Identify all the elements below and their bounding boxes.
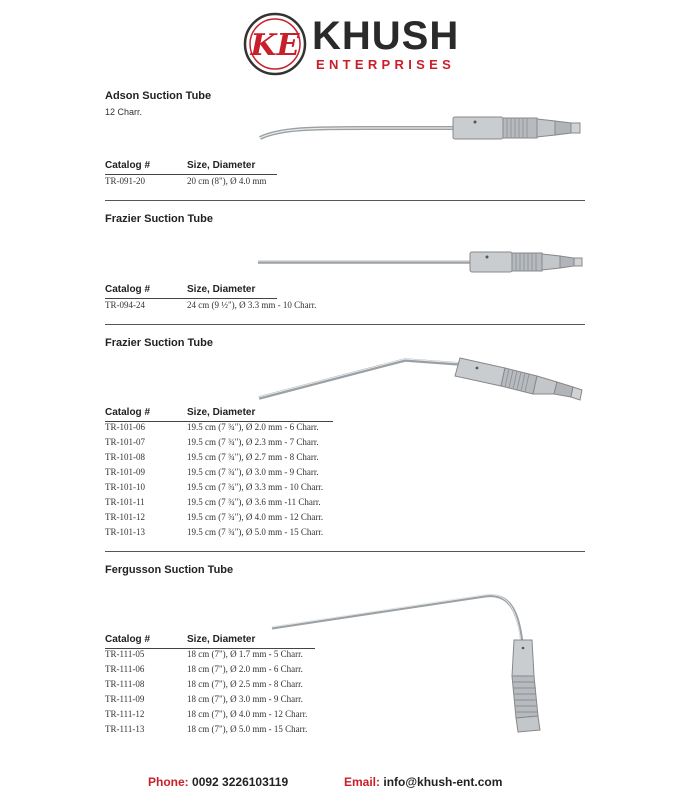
- frazier-angled-suction-tube-image: [255, 350, 595, 410]
- size-cell: 19.5 cm (7 ¾"), Ø 3.3 mm - 10 Charr.: [187, 482, 324, 492]
- catalog-header: Catalog #: [105, 407, 151, 418]
- email-address[interactable]: info@khush-ent.com: [383, 775, 503, 789]
- section-divider: [105, 551, 585, 552]
- size-header: Size, Diameter: [187, 284, 256, 295]
- catalog-header: Catalog #: [105, 634, 151, 645]
- size-cell: 18 cm (7"), Ø 2.5 mm - 8 Charr.: [187, 679, 303, 689]
- catalog-cell: TR-101-13: [105, 527, 145, 537]
- brand-name: KHUSH: [312, 14, 460, 58]
- size-header: Size, Diameter: [187, 634, 256, 645]
- catalog-cell: TR-111-13: [105, 724, 145, 734]
- size-cell: 19.5 cm (7 ¾"), Ø 4.0 mm - 12 Charr.: [187, 512, 324, 522]
- brand-subtitle: ENTERPRISES: [316, 57, 456, 72]
- catalog-cell: TR-111-12: [105, 709, 145, 719]
- logo-monogram-icon: [243, 12, 307, 76]
- table-row: [105, 174, 405, 189]
- size-cell: 19.5 cm (7 ¾"), Ø 3.0 mm - 9 Charr.: [187, 467, 319, 477]
- size-cell: 18 cm (7"), Ø 4.0 mm - 12 Charr.: [187, 709, 308, 719]
- table-row: [105, 465, 405, 480]
- fergusson-suction-tube-image: [270, 588, 590, 738]
- catalog-cell: TR-101-09: [105, 467, 145, 477]
- email-contact: [344, 775, 502, 789]
- catalog-cell: TR-101-11: [105, 497, 145, 507]
- catalog-cell: TR-094-24: [105, 300, 145, 310]
- size-cell: 18 cm (7"), Ø 2.0 mm - 6 Charr.: [187, 664, 303, 674]
- catalog-cell: TR-111-09: [105, 694, 145, 704]
- catalog-header: Catalog #: [105, 284, 151, 295]
- phone-number[interactable]: 0092 3226103119: [192, 775, 289, 789]
- section-title: Fergusson Suction Tube: [105, 564, 234, 576]
- size-cell: 19.5 cm (7 ¾"), Ø 5.0 mm - 15 Charr.: [187, 527, 324, 537]
- size-cell: 19.5 cm (7 ¾"), Ø 2.7 mm - 8 Charr.: [187, 452, 319, 462]
- size-cell: 18 cm (7"), Ø 3.0 mm - 9 Charr.: [187, 694, 303, 704]
- phone-contact: [148, 775, 288, 789]
- table-row: [105, 495, 405, 510]
- section-title: Adson Suction Tube: [105, 90, 212, 102]
- section-title: Frazier Suction Tube: [105, 213, 213, 225]
- section-divider: [105, 200, 585, 201]
- frazier-suction-tube-image: [255, 247, 590, 277]
- catalog-cell: TR-111-08: [105, 679, 145, 689]
- size-cell: 19.5 cm (7 ¾"), Ø 2.0 mm - 6 Charr.: [187, 422, 319, 432]
- size-cell: 19.5 cm (7 ¾"), Ø 3.6 mm -11 Charr.: [187, 497, 321, 507]
- size-cell: 18 cm (7"), Ø 1.7 mm - 5 Charr.: [187, 649, 303, 659]
- table-row: [105, 510, 405, 525]
- table-row: [105, 525, 405, 540]
- phone-label: Phone:: [148, 775, 189, 789]
- size-header: Size, Diameter: [187, 160, 256, 171]
- section-subtitle: 12 Charr.: [105, 107, 143, 117]
- catalog-cell: TR-111-05: [105, 649, 145, 659]
- table-row: [105, 435, 405, 450]
- logo-monogram-text: KE: [250, 28, 300, 63]
- catalog-cell: TR-111-06: [105, 664, 145, 674]
- catalog-header: Catalog #: [105, 160, 151, 171]
- size-cell: 20 cm (8"), Ø 4.0 mm: [187, 176, 267, 186]
- catalog-cell: TR-091-20: [105, 176, 145, 186]
- table-row: [105, 420, 405, 435]
- catalog-cell: TR-101-10: [105, 482, 145, 492]
- table-row: [105, 298, 405, 313]
- catalog-cell: TR-101-07: [105, 437, 145, 447]
- size-cell: 19.5 cm (7 ¾"), Ø 2.3 mm - 7 Charr.: [187, 437, 319, 447]
- email-label: Email:: [344, 775, 381, 789]
- table-row: [105, 450, 405, 465]
- section-divider: [105, 324, 585, 325]
- adson-suction-tube-image: [255, 108, 595, 144]
- catalog-cell: TR-101-06: [105, 422, 145, 432]
- catalog-cell: TR-101-08: [105, 452, 145, 462]
- size-cell: 24 cm (9 ½"), Ø 3.3 mm - 10 Charr.: [187, 300, 317, 310]
- brand-logo: [240, 12, 460, 78]
- catalog-cell: TR-101-12: [105, 512, 145, 522]
- size-cell: 18 cm (7"), Ø 5.0 mm - 15 Charr.: [187, 724, 308, 734]
- product-section-adson: [105, 90, 585, 200]
- section-title: Frazier Suction Tube: [105, 337, 213, 349]
- table-row: [105, 480, 405, 495]
- size-header: Size, Diameter: [187, 407, 256, 418]
